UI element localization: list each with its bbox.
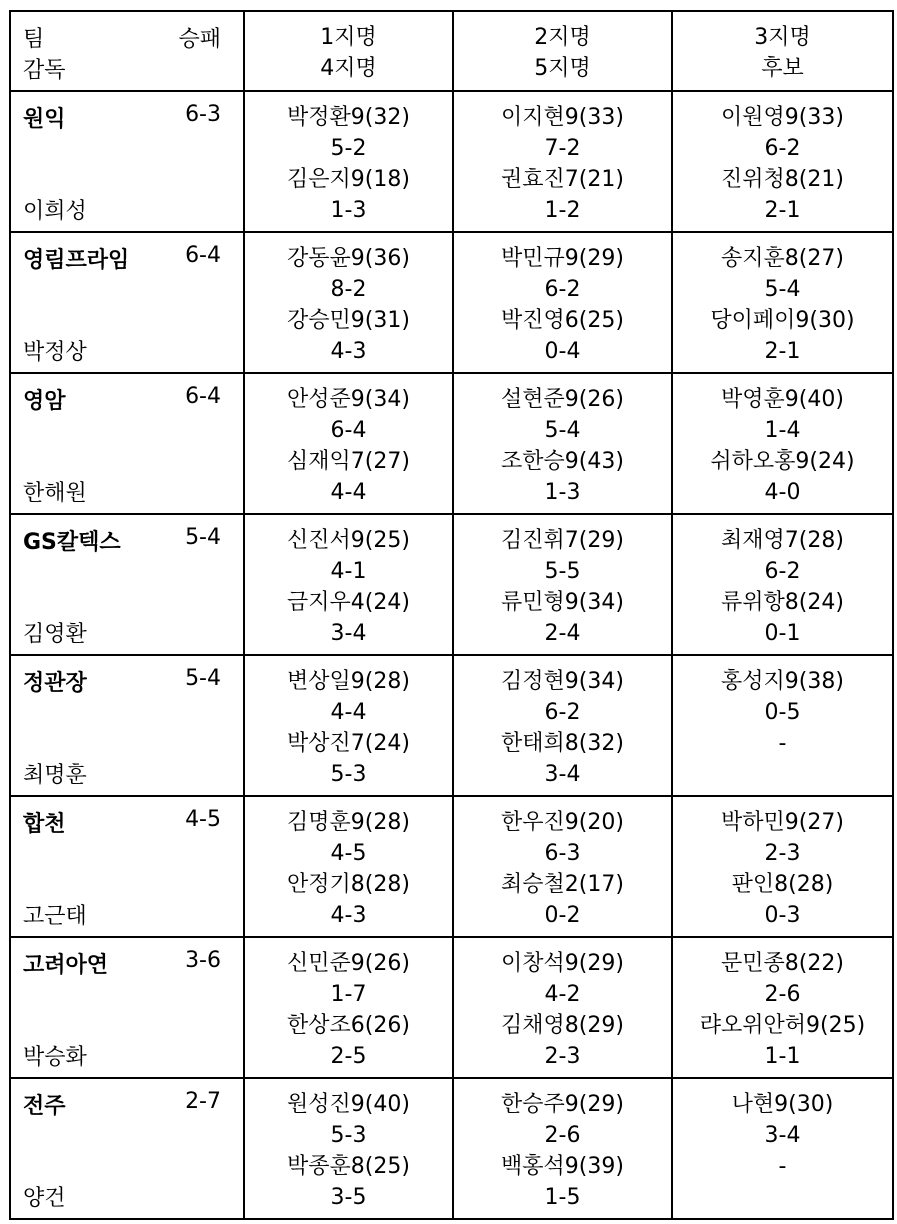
player-entry: 강승민9(31) xyxy=(287,308,410,333)
player-entry: 김채영8(29) xyxy=(501,1013,624,1038)
player-record: 5-5 xyxy=(544,559,581,584)
team-row xyxy=(10,514,893,655)
player-record: 1-4 xyxy=(764,418,801,443)
player-entry: 조한승9(43) xyxy=(501,449,624,474)
player-entry: 당이페이9(30) xyxy=(710,308,855,333)
pick-cell xyxy=(453,1078,672,1219)
team-record: 5-4 xyxy=(185,525,221,550)
team-record: 6-4 xyxy=(185,384,221,409)
player-record: 5-4 xyxy=(764,277,801,302)
player-entry: 이원영9(33) xyxy=(721,105,844,130)
player-record: 5-3 xyxy=(330,762,367,787)
pick-cell xyxy=(244,796,453,937)
player-record: 4-4 xyxy=(330,700,367,725)
player-entry: 김명훈9(28) xyxy=(287,810,410,835)
player-entry: 판인8(28) xyxy=(731,872,834,897)
player-record: 7-2 xyxy=(544,136,581,161)
player-record: 4-5 xyxy=(330,841,367,866)
player-entry: 나현9(30) xyxy=(731,1092,834,1117)
player-entry: - xyxy=(778,1154,787,1179)
header-pick1-cell xyxy=(244,11,453,91)
player-record: 2-6 xyxy=(764,982,801,1007)
team-cell xyxy=(10,514,244,655)
player-record: 4-4 xyxy=(330,480,367,505)
player-entry: 한우진9(20) xyxy=(501,810,624,835)
pick-cell xyxy=(453,373,672,514)
pick-cell xyxy=(244,232,453,373)
team-cell xyxy=(10,1078,244,1219)
player-record: 0-4 xyxy=(544,339,581,364)
pick-cell xyxy=(453,796,672,937)
player-record: 1-5 xyxy=(544,1185,581,1210)
player-entry: 금지우4(24) xyxy=(287,590,410,615)
pick-cell xyxy=(672,514,893,655)
pick-cell xyxy=(672,655,893,796)
team-cell xyxy=(10,373,244,514)
player-record: 6-2 xyxy=(764,136,801,161)
player-record: 1-3 xyxy=(330,198,367,223)
player-entry: 송지훈8(27) xyxy=(721,246,844,271)
player-entry: 류민형9(34) xyxy=(501,590,624,615)
player-record: 4-1 xyxy=(330,559,367,584)
team-record: 6-4 xyxy=(185,243,221,268)
player-entry: 문민종8(22) xyxy=(721,951,844,976)
player-record: 4-2 xyxy=(544,982,581,1007)
team-row xyxy=(10,1078,893,1219)
player-record: 0-1 xyxy=(764,621,801,646)
player-record: 6-2 xyxy=(544,277,581,302)
team-cell xyxy=(10,91,244,232)
player-record: 2-6 xyxy=(544,1123,581,1148)
draft-table xyxy=(9,10,894,1220)
player-entry: 김진휘7(29) xyxy=(501,528,624,553)
player-entry: 설현준9(26) xyxy=(501,387,624,412)
team-record: 6-3 xyxy=(185,102,221,127)
team-row xyxy=(10,232,893,373)
player-record: 5-4 xyxy=(544,418,581,443)
player-entry: 안성준9(34) xyxy=(287,387,410,412)
player-record: 6-3 xyxy=(544,841,581,866)
player-record: 0-2 xyxy=(544,903,581,928)
team-name: 전주 xyxy=(23,1094,66,1119)
team-name: 고려아연 xyxy=(23,953,109,978)
player-entry: 최승철2(17) xyxy=(501,872,624,897)
header-pick1-label: 1지명 xyxy=(320,25,377,50)
player-entry: 안정기8(28) xyxy=(287,872,410,897)
team-coach: 김영환 xyxy=(23,622,87,647)
player-entry: 박영훈9(40) xyxy=(721,387,844,412)
player-record: 2-1 xyxy=(764,339,801,364)
pick-cell xyxy=(244,373,453,514)
header-team-label: 팀 xyxy=(23,27,45,52)
player-entry: 이지현9(33) xyxy=(501,105,624,130)
player-entry: 박진영6(25) xyxy=(501,308,624,333)
player-record: 3-5 xyxy=(330,1185,367,1210)
pick-cell xyxy=(672,373,893,514)
player-record: 3-4 xyxy=(330,621,367,646)
player-record: 2-3 xyxy=(544,1044,581,1069)
team-cell xyxy=(10,232,244,373)
player-record: 2-1 xyxy=(764,198,801,223)
pick-cell xyxy=(672,1078,893,1219)
player-entry: 이창석9(29) xyxy=(501,951,624,976)
team-cell xyxy=(10,796,244,937)
team-coach: 양건 xyxy=(23,1186,66,1211)
player-record: 1-7 xyxy=(330,982,367,1007)
player-entry: 김은지9(18) xyxy=(287,167,410,192)
pick-cell xyxy=(244,91,453,232)
player-entry: 원성진9(40) xyxy=(287,1092,410,1117)
team-name: 영암 xyxy=(23,389,66,414)
player-entry: 최재영7(28) xyxy=(721,528,844,553)
pick-cell xyxy=(453,91,672,232)
player-entry: 박정환9(32) xyxy=(287,105,410,130)
pick-cell xyxy=(453,232,672,373)
team-coach: 이희성 xyxy=(23,199,87,224)
header-team-cell xyxy=(10,11,244,91)
player-record: 5-3 xyxy=(330,1123,367,1148)
team-row xyxy=(10,796,893,937)
player-entry: - xyxy=(778,731,787,756)
team-name: 영림프라임 xyxy=(23,248,130,273)
team-name: 정관장 xyxy=(23,671,87,696)
player-record: 4-0 xyxy=(764,480,801,505)
header-pick4-label: 4지명 xyxy=(320,56,377,81)
player-record: 5-2 xyxy=(330,136,367,161)
header-pick2-label: 2지명 xyxy=(534,25,591,50)
player-record: 3-4 xyxy=(544,762,581,787)
team-record: 3-6 xyxy=(185,948,221,973)
team-record: 2-7 xyxy=(185,1089,221,1114)
player-entry: 박하민9(27) xyxy=(721,810,844,835)
player-entry: 진위청8(21) xyxy=(721,167,844,192)
player-entry: 한상조6(26) xyxy=(287,1013,410,1038)
player-entry: 백홍석9(39) xyxy=(501,1154,624,1179)
header-record-label: 승패 xyxy=(178,27,221,52)
pick-cell xyxy=(672,937,893,1078)
team-record: 5-4 xyxy=(185,666,221,691)
team-row xyxy=(10,655,893,796)
player-record: 0-3 xyxy=(764,903,801,928)
player-entry: 박민규9(29) xyxy=(501,246,624,271)
player-entry: 류위항8(24) xyxy=(721,590,844,615)
pick-cell xyxy=(244,655,453,796)
pick-cell xyxy=(244,937,453,1078)
player-entry: 변상일9(28) xyxy=(287,669,410,694)
team-coach: 최명훈 xyxy=(23,763,87,788)
player-record: 0-5 xyxy=(764,700,801,725)
team-cell xyxy=(10,937,244,1078)
player-entry: 홍성지9(38) xyxy=(721,669,844,694)
header-pick2-cell xyxy=(453,11,672,91)
player-entry: 권효진7(21) xyxy=(501,167,624,192)
pick-cell xyxy=(672,796,893,937)
header-coach-label: 감독 xyxy=(23,58,66,83)
player-entry: 심재익7(27) xyxy=(287,449,410,474)
pick-cell xyxy=(453,937,672,1078)
player-entry: 랴오위안허9(25) xyxy=(699,1013,866,1038)
team-name: GS칼텍스 xyxy=(23,530,121,555)
player-record: 1-1 xyxy=(764,1044,801,1069)
header-pick3-cell xyxy=(672,11,893,91)
pick-cell xyxy=(453,655,672,796)
player-record: 8-2 xyxy=(330,277,367,302)
player-entry: 강동윤9(36) xyxy=(287,246,410,271)
pick-cell xyxy=(453,514,672,655)
player-entry: 한태희8(32) xyxy=(501,731,624,756)
player-entry: 박상진7(24) xyxy=(287,731,410,756)
team-coach: 박정상 xyxy=(23,340,87,365)
pick-cell xyxy=(244,514,453,655)
pick-cell xyxy=(672,91,893,232)
team-coach: 고근태 xyxy=(23,904,87,929)
player-record: 2-4 xyxy=(544,621,581,646)
player-entry: 박종훈8(25) xyxy=(287,1154,410,1179)
team-record: 4-5 xyxy=(185,807,221,832)
player-entry: 쉬하오홍9(24) xyxy=(710,449,855,474)
player-record: 2-5 xyxy=(330,1044,367,1069)
player-entry: 신민준9(26) xyxy=(287,951,410,976)
header-row xyxy=(10,11,893,91)
pick-cell xyxy=(244,1078,453,1219)
player-record: 1-2 xyxy=(544,198,581,223)
header-pick3-label: 3지명 xyxy=(754,25,811,50)
player-record: 4-3 xyxy=(330,903,367,928)
player-entry: 한승주9(29) xyxy=(501,1092,624,1117)
player-record: 1-3 xyxy=(544,480,581,505)
player-entry: 신진서9(25) xyxy=(287,528,410,553)
team-name: 원익 xyxy=(23,107,66,132)
player-record: 6-2 xyxy=(544,700,581,725)
team-cell xyxy=(10,655,244,796)
player-record: 6-2 xyxy=(764,559,801,584)
player-record: 4-3 xyxy=(330,339,367,364)
player-record: 6-4 xyxy=(330,418,367,443)
player-record: 3-4 xyxy=(764,1123,801,1148)
team-row xyxy=(10,91,893,232)
team-coach: 한해원 xyxy=(23,481,87,506)
header-pick5-label: 5지명 xyxy=(534,56,591,81)
player-entry: 김정현9(34) xyxy=(501,669,624,694)
team-name: 합천 xyxy=(23,812,66,837)
team-row xyxy=(10,937,893,1078)
team-row xyxy=(10,373,893,514)
player-record: 2-3 xyxy=(764,841,801,866)
team-coach: 박승화 xyxy=(23,1045,87,1070)
header-reserve-label: 후보 xyxy=(761,56,804,81)
pick-cell xyxy=(672,232,893,373)
